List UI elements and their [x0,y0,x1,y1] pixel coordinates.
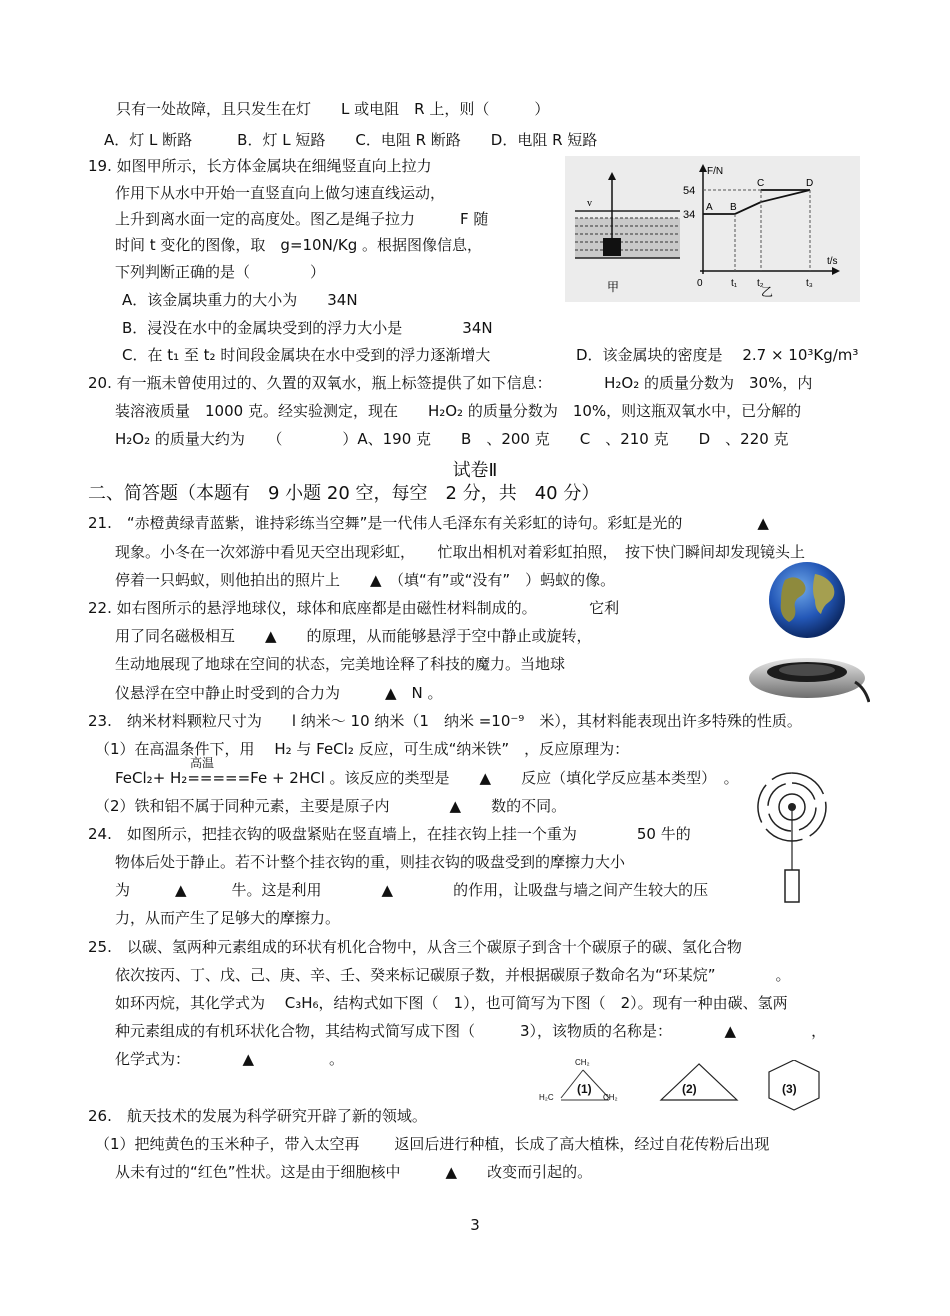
q21-text-line: 21. “赤橙黄绿青蓝紫，谁持彩练当空舞”是一代伟人毛泽东有关彩虹的诗句。彩虹是光的 ▲ [88,514,769,532]
ring-structures-figure [537,1060,837,1112]
q19-option-d: D．该金属块的密度是 2.7 × 10³Kg/m³ [576,346,859,364]
q19-text-line: 上升到离水面一定的高度处。图乙是绳子拉力 F 随 [115,210,489,228]
point-c-label: C [757,178,765,189]
x-tick-0: 0 [697,278,703,289]
caption-yi: 乙 [761,285,774,299]
q24-text-line: 力，从而产生了足够大的摩擦力。 [115,909,341,927]
q18-text-line: 只有一处故障，且只发生在灯 L 或电阻 R 上，则（ ） [116,100,550,118]
q22-text-line: 22. 如右图所示的悬浮地球仪，球体和底座都是由磁性材料制成的。 它利 [88,599,620,617]
q26-text-line: （1）把纯黄色的玉米种子，带入太空再 返回后进行种植，长成了高大植株，经过自花传粉后出现 [95,1135,770,1153]
point-b-label: B [730,202,737,213]
point-d-label: D [806,178,814,189]
q19-text-line: 作用下从水中开始一直竖直向上做匀速直线运动， [115,184,446,202]
page-number: 3 [470,1216,480,1234]
x-axis-label: t/s [827,256,838,267]
q25-text-line: 依次按丙、丁、戊、己、庚、辛、壬、癸来标记碳原子数，并根据碳原子数命名为“环某烷” 。 [115,966,791,984]
x-tick-t2: t₂ [757,278,764,289]
force-time-graph [699,164,840,275]
q22-text-line: 仪悬浮在空中静止时受到的合力为 ▲ N 。 [115,684,443,702]
q21-text-line: 停着一只蚂蚁，则他拍出的照片上 ▲ （填“有”或“没有” ）蚂蚁的像。 [115,571,616,589]
ch2-right-label: CH₂ [603,1093,618,1102]
q23-text-line: （1）在高温条件下，用 H₂ 与 FeCl₂ 反应，可生成“纳米铁” ，反应原理为： [95,740,630,758]
h2c-left-label: H₂C [539,1093,554,1102]
y-axis-label: F/N [707,166,724,177]
q22-text-line: 用了同名磁极相互 ▲ 的原理，从而能够悬浮于空中静止或旋转， [115,627,592,645]
q26-text-line: 从未有过的“红色”性状。这是由于细胞核中 ▲ 改变而引起的。 [115,1163,593,1181]
q18-options: A．灯 L 断路 B．灯 L 短路 C．电阻 R 断路 D．电阻 R 短路 [104,131,598,149]
q19-text-line: 时间 t 变化的图像，取 g=10N/Kg 。根据图像信息， [115,236,482,254]
ch2-top-label: CH₂ [575,1058,590,1067]
x-tick-t3: t₃ [806,278,813,289]
q23-text-line: 23. 纳米材料颗粒尺寸为 l 纳米～ 10 纳米（1 纳米 =10⁻⁹ 米），其材料能表现出许多特殊的性质。 [88,712,802,730]
q21-text-line: 现象。小冬在一次郊游中看见天空出现彩虹， 忙取出相机对着彩虹拍照， 按下快门瞬间却发现镜头上 [115,543,806,561]
q23-text-line: （2）铁和铝不属于同种元素，主要是原子内 ▲ 数的不同。 [95,797,567,815]
q19-option-a: A．该金属块重力的大小为 34N [122,291,358,309]
x-tick-t1: t₁ [731,278,738,289]
water-tank-diagram [575,172,680,258]
suction-hook-figure [752,765,832,910]
q20-text-line: 20. 有一瓶未曾使用过的、久置的双氧水，瓶上标签提供了如下信息： H₂O₂ 的质量分数为 30%，内 [88,374,813,392]
q26-text-line: 26. 航天技术的发展为科学研究开辟了新的领域。 [88,1107,427,1125]
y-tick-34: 34 [683,209,696,221]
structure-2-label: (2) [682,1082,697,1096]
q24-text-line: 为 ▲ 牛。这是利用 ▲ 的作用，让吸盘与墙之间产生较大的压 [115,881,709,899]
q22-text-line: 生动地展现了地球在空间的状态，完美地诠释了科技的魔力。当地球 [115,655,566,673]
q25-text-line: 如环丙烷，其化学式为 C₃H₆，结构式如下图（ 1），也可简写为下图（ 2）。现有一种由碳、氢两 [115,994,788,1012]
q19-text-line: 19. 如图甲所示，长方体金属块在细绳竖直向上拉力 [88,157,432,175]
caption-jia: 甲 [607,280,620,294]
structure-3-label: (3) [782,1082,797,1096]
q19-option-b: B．浸没在水中的金属块受到的浮力大小是 34N [122,319,493,337]
structure-1-label: (1) [577,1082,592,1096]
q20-text-line: 装溶液质量 1000 克。经实验测定，现在 H₂O₂ 的质量分数为 10%，则这瓶双氧水中，已分解的 [115,402,802,420]
q25-text-line: 种元素组成的有机环状化合物，其结构式简写成下图（ 3），该物质的名称是： ▲ ， [115,1022,827,1040]
q24-text-line: 24. 如图所示，把挂衣钩的吸盘紧贴在竖直墙上，在挂衣钩上挂一个重为 50 牛的 [88,825,691,843]
q19-text-line: 下列判断正确的是（ ） [115,263,326,281]
reaction-condition: 高温 [190,756,215,770]
q25-text-line: 化学式为： ▲ 。 [115,1050,345,1068]
q25-text-line: 25. 以碳、氢两种元素组成的环状有机化合物中，从含三个碳原子到含十个碳原子的碳、氢化合物 [88,938,742,956]
floating-globe-image [745,560,870,710]
y-tick-54: 54 [683,185,696,197]
q23-equation-line: FeCl₂+ H₂=====Fe + 2HCl 。该反应的类型是 ▲ 反应（填化学反应基本类型） 。 [115,769,739,787]
section-two-heading: 二、简答题（本题有 9 小题 20 空，每空 2 分，共 40 分） [88,483,600,504]
q24-text-line: 物体后处于静止。若不计整个挂衣钩的重，则挂衣钩的吸盘受到的摩擦力大小 [115,853,626,871]
q20-text-line: H₂O₂ 的质量大约为 （ ）A、190 克 B 、200 克 C 、210 克 D 、220 克 [115,430,789,448]
q19-option-c: C．在 t₁ 至 t₂ 时间段金属块在水中受到的浮力逐渐增大 [122,346,491,364]
paper-two-title: 试卷Ⅱ [452,460,498,481]
point-a-label: A [706,202,713,213]
velocity-label: v [587,198,592,209]
q19-figure [565,156,860,302]
q19-figure-drawing [565,156,860,302]
